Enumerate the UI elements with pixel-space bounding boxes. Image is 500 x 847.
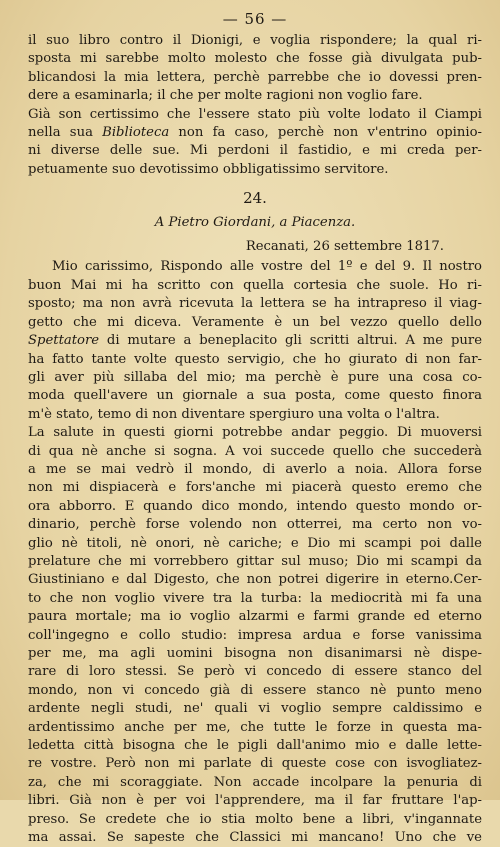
text-line: mondo, non vi concedo già di essere stanco nè punto meno	[28, 682, 482, 698]
text-span: non fa caso, perchè non v'entrino opinio-	[169, 125, 482, 141]
text-line: sposta mi sarebbe molto molesto che fosse già divulgata pub-	[28, 51, 482, 67]
text-line: il suo libro contro il Dionigi, e voglia rispondere; la qual ri-	[28, 33, 482, 48]
text-line: moda quell'avere un giornale a sua posta, come questo finora	[28, 388, 482, 404]
text-line: ha fatto tante volte questo servigio, che ho giurato di non far-	[28, 351, 482, 367]
text-line: ora abborro. E quando dico mondo, intendo questo mondo or-	[28, 498, 482, 514]
text-line: ardentissimo anche per me, che tutte le forze in questa ma-	[28, 719, 482, 735]
text-line: dere a esaminarla; il che per molte ragioni non voglio fare.	[28, 88, 423, 104]
text-line: ledetta città bisogna che le pigli dall'animo mio e dalle lette-	[28, 738, 482, 754]
text-line	[28, 124, 482, 142]
text-line: getto che mi diceva. Veramente è un bel vezzo quello dello	[28, 314, 482, 330]
page-number-header: — 56 —	[222, 10, 288, 28]
text-span: nella sua	[28, 125, 103, 141]
letter-body	[28, 258, 482, 847]
text-line: Già son certissimo che l'essere stato più volte lodato il Ciampi	[28, 106, 482, 122]
text-line: Mio carissimo, Rispondo alle vostre del 1º e del 9. Il nostro	[52, 259, 482, 275]
letter-number: 24.	[243, 189, 267, 208]
text-line: blicandosi la mia lettera, perchè parrebbe che io dovessi pren-	[28, 69, 482, 85]
text-line: to che non voglio vivere tra la turba: la mediocrità mi fa una	[28, 590, 482, 606]
text-line: dinario, perchè forse volendo non otterrei, ma certo non vo-	[28, 517, 482, 533]
text-line: petuamente suo devotissimo obbligatissimo servitore.	[28, 161, 389, 177]
italic-title-spettatore: Spettatore	[28, 333, 100, 349]
text-line: glio nè titoli, nè onori, nè cariche; e Dio mi scampi poi dalle	[28, 535, 482, 551]
text-line: re vostre. Però non mi parlate di queste cose con isvogliatez-	[28, 756, 482, 772]
text-line: ma assai. Se sapeste che Classici mi mancano! Uno che ve	[28, 830, 482, 846]
text-line: non mi dispiacerà e fors'anche mi piacerà questo eremo che	[28, 480, 482, 496]
text-line	[28, 332, 482, 350]
text-line: paura mortale; ma io voglio alzarmi e farmi grande ed eterno	[28, 609, 482, 625]
text-line: Giustiniano e dal Digesto, che non potrei digerire in eterno.Cer-	[28, 572, 482, 588]
text-line: ardente negli studi, ne' quali vi voglio sempre caldissimo e	[28, 701, 482, 717]
text-line: prelature che mi vorrebbero gittar sul muso; Dio mi scampi da	[28, 553, 482, 569]
previous-letter-ending	[28, 32, 482, 179]
text-line: preso. Se credete che io stia molto bene a libri, v'ingannate	[28, 811, 482, 827]
text-line: a me se mai vedrò il mondo, di averlo a noia. Allora forse	[28, 461, 482, 477]
text-line: di qua nè anche si sogna. A voi succede quello che succederà	[28, 443, 482, 459]
text-line: sposto; ma non avrà ricevuta la lettera se ha intrapreso il viag-	[28, 296, 482, 312]
text-line: libri. Già non è per voi l'apprendere, ma il far fruttare l'ap-	[28, 793, 482, 809]
letter-addressee: A Pietro Giordani, a Piacenza.	[154, 214, 356, 230]
text-line: La salute in questi giorni potrebbe andar peggio. Di muoversi	[28, 425, 482, 441]
letter-date: Recanati, 26 settembre 1817.	[245, 239, 444, 255]
text-line: za, che mi scoraggiate. Non accade incolpare la penuria di	[28, 774, 482, 790]
text-line: per me, ma agli uomini bisogna non disanimarsi nè dispe-	[28, 646, 482, 661]
text-line: gli aver più sillaba del mio; ma perchè è pure una cosa co-	[28, 369, 482, 385]
text-line: m'è stato, temo di non diventare spergiuro una volta o l'altra.	[28, 406, 440, 422]
text-line: coll'ingegno e collo studio: impresa ardua e forse vanissima	[28, 627, 482, 643]
text-line: ni diverse delle sue. Mi perdoni il fastidio, e mi creda per-	[28, 143, 482, 159]
italic-title-biblioteca: Biblioteca	[102, 125, 170, 141]
text-span: di mutare a beneplacito gli scritti altrui. A me pure	[99, 333, 482, 349]
text-line: rare di loro stessi. Se però vi concedo di essere stanco del	[28, 664, 482, 680]
text-line: buon Mai mi ha scritto con quella cortesia che suole. Ho ri-	[28, 277, 482, 293]
